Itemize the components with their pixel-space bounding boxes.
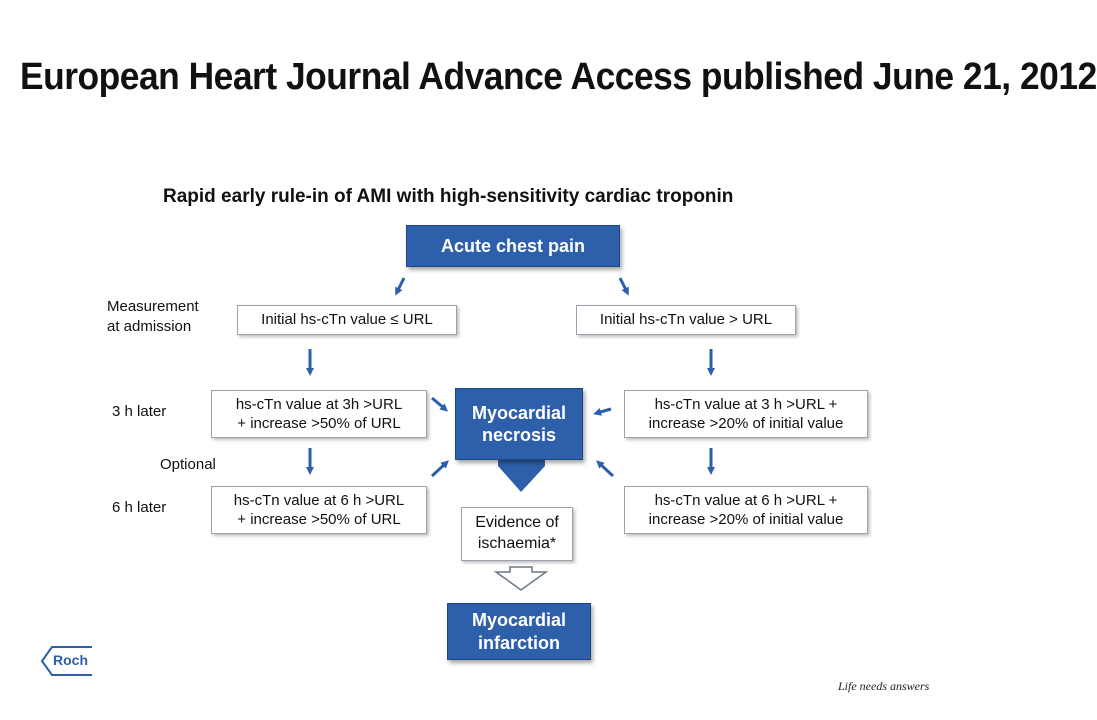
- node-right-6h-line2: increase >20% of initial value: [648, 511, 844, 528]
- node-left-3h-line1: hs-cTn value at 3h >URL: [235, 395, 403, 413]
- node-evidence-ischaemia: [461, 507, 573, 561]
- arrow-acute-to-left: [397, 278, 404, 292]
- node-left-6h-line2: + increase >50% of URL: [237, 511, 401, 528]
- node-right-initial: [576, 305, 796, 335]
- label-optional: Optional: [160, 456, 216, 473]
- node-myocardial-infarction: [447, 603, 591, 660]
- node-left-3h-line2: + increase >50% of URL: [237, 415, 401, 432]
- label-measurement-line1: Measurement: [107, 298, 199, 315]
- node-left-6h: [211, 486, 427, 534]
- node-myocardial-necrosis: [455, 388, 583, 460]
- node-right-3h: [624, 390, 868, 438]
- node-left-3h: [211, 390, 427, 438]
- logo-text: Roch: [53, 652, 88, 668]
- node-left-initial: [237, 305, 457, 335]
- label-3h-later: 3 h later: [112, 403, 167, 420]
- label-measurement-line2: at admission: [107, 317, 192, 335]
- arrow-acute-to-right: [620, 278, 627, 292]
- arrow-right-6h-to-necrosis: [599, 463, 613, 476]
- node-infarction-line2: infarction: [477, 632, 560, 653]
- node-right-6h-line1: hs-cTn value at 6 h >URL +: [654, 491, 838, 509]
- node-infarction-line1: Myocardial: [471, 610, 567, 630]
- node-left-initial-label: Initial hs-cTn value ≤ URL: [261, 311, 433, 329]
- journal-header: European Heart Journal Advance Access published June 21, 2012: [20, 56, 1097, 98]
- node-right-3h-line2: increase >20% of initial value: [648, 415, 844, 432]
- label-measurement: [107, 297, 199, 336]
- node-right-6h: [624, 486, 868, 534]
- diagram-title: Rapid early rule-in of AMI with high-sensitivity cardiac troponin: [163, 186, 734, 207]
- node-acute-chest-pain-label: Acute chest pain: [440, 235, 586, 256]
- node-acute-chest-pain: [406, 225, 620, 267]
- node-left-6h-line1: hs-cTn value at 6 h >URL: [233, 491, 405, 509]
- node-necrosis-line2: necrosis: [481, 425, 557, 445]
- node-necrosis-line1: Myocardial: [471, 402, 567, 423]
- arrow-necrosis-to-ischaemia: [498, 460, 545, 492]
- node-right-3h-line1: hs-cTn value at 3 h >URL +: [654, 395, 838, 413]
- node-ischaemia-line2: ischaemia*: [477, 535, 557, 552]
- arrow-left-6h-to-necrosis: [432, 463, 446, 476]
- node-right-initial-label: Initial hs-cTn value > URL: [599, 311, 773, 329]
- arrow-right-3h-to-necrosis: [597, 409, 611, 413]
- label-6h-later: 6 h later: [112, 499, 167, 516]
- arrow-left-3h-to-necrosis: [432, 398, 445, 409]
- arrow-ischaemia-to-infarction: [496, 567, 546, 590]
- roche-logo: [40, 645, 92, 677]
- tagline: Life needs answers: [838, 679, 930, 693]
- node-ischaemia-line1: Evidence of: [475, 514, 559, 532]
